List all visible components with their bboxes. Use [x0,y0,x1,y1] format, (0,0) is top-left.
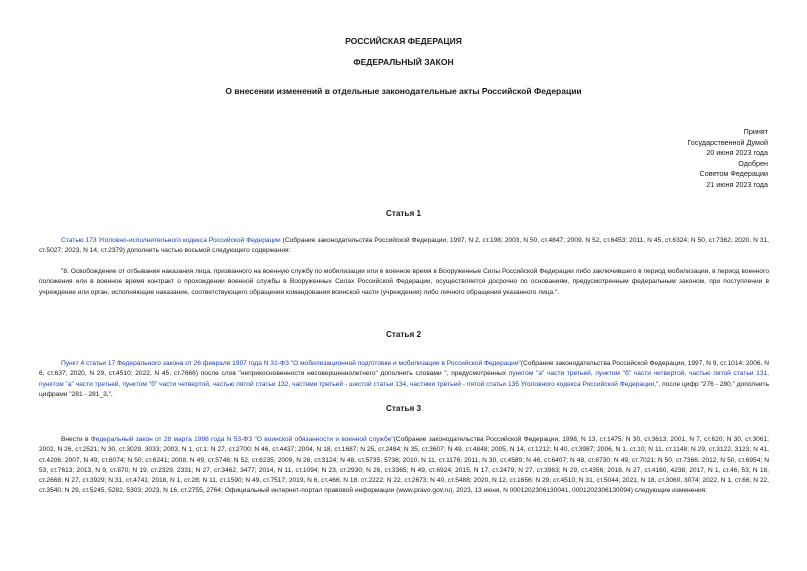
article-2-text-2: ,", после цифр "276 - 280," дополнить цифрами "281 - 281_3,". [39,380,770,398]
article-3-text-1: Внести в [61,436,91,443]
article-3-paragraph [39,435,769,497]
article-1-paragraph-1 [39,236,769,257]
adoption-line: 21 июня 2023 года [706,179,768,189]
article-1-quoted-text: "8. Освобождение от отбывания наказания лица, призванного на военную службу по мобилизации или в военное время в Вооруженные Силы Российской Федерации либо заключившего в период мобилизации, в период военного положения или в военное время контракт о прохождении военной службы в Вооруженных Силах Российской Федерации, осуществляется досрочно по основаниям, предусмотренным федеральным законом, при поступлении в учреждение или орган, исполняющие наказание, соответствующего обращения командования воинской части (учреждения) либо личного обращения указанного лица.". [39,268,769,296]
article-3-heading: Статья 3 [385,404,422,413]
article-2-criminal-code-link[interactable]: пунктом "а" части третьей, пунктом "б" части четвертой, частью пятой статьи 131, пунктом "а" части третьей, пунктом "б" части четвертой, частью пятой статьи 132, частями третьей - шестой статьи 134, частями третьей - пятой статьи 135 Уголовного кодекса Российской Федерации [39,370,769,388]
adoption-line: Государственной Думой [687,137,768,147]
article-1-heading: Статья 1 [385,209,422,218]
adoption-line: Одобрен [738,158,768,168]
article-3-text-2: (Собрание законодательства Российской Федерации, 1998, N 13, ст.1475; N 30, ст.3613; 2001, N 7, ст.620; N 30, ст.3061; 2002, N 26, ст.2521; N 30, ст.3029, 3033; 2003, N 1, ст.1; N 27, ст.2700; N 46, ст.4437; 2004, N 18, ст.1687; N 25, ст.2484; N 35, ст.3607; N 49, ст.4848; 2005, N 14, ст.1212; N 40, ст.3987; 2006, N 1, ст.10; N 11, ст.1148; N 29, ст.3122, 3123; N 41, ст.4206; 2007, N 49, ст.6074; N 50, ст.6241; 2008, N 49, ст.5746; N 52, ст.6235; 2009, N 26, ст.3124; N 48, ст.5735, 5736; 2010, N 11, ст.1176; 2011, N 30, ст.4589; N 46, ст.6407; N 48, ст.6730; N 49, ст.7021; N 50, ст.7366; 2012, N 50, ст.6954; N 53, ст.7613; 2013, N 9, ст.870; N 19, ст.2329, 2331; N 27, ст.3462, 3477; 2014, N 11, ст.1094; N 23, ст.2930; N 26, ст.3365; N 49, ст.6924; 2015, N 17, ст.2479; N 27, ст.3963; N 29, ст.4356; 2016, N 27, ст.4160, 4238; 2017, N 1, ст.46, 53; N 18, ст.2668; N 27, ст.3929; N 31, ст.4741; 2018, N 1, ст.28; N 11, ст.1590; N 49, ст.7517; 2019, N 6, ст.466; N 18, ст.2222; N 22, ст.2673; N 40, ст.5488; 2020, N 12, ст.1656; N 29, ст.4510; N 31, ст.5044; 2021, N 18, ст.3060, 3074; 2022, N 1, ст.66; N 22, ст.3540; N 29, ст.5245, 5282, 5303; 2023, N 16, ст.2755, 2764; Официальный интернет-портал правовой информации (www.pravo.gov.ru), 2023, 13 июня, N 0001202306130041, 0001202306130094) следующие изменения: [39,436,769,495]
adoption-line: 20 июня 2023 года [706,148,768,158]
article-2-paragraph [39,359,769,400]
article-2-text-1: (Собрание законодательства Российской Федерации, 1997, N 9, ст.1014; 2006, N 6, ст.637; 2020, N 29, ст.4510; 2022, N 45, ст.7666) после слов "неприкосновенности несовершеннолетнего" дополнить словами ", предусмотренных [39,360,769,378]
adoption-block [687,127,768,191]
law-title: О внесении изменений в отдельные законодательные акты Российской Федерации [225,86,582,96]
adoption-line: Принят [743,127,768,136]
article-3-law-link[interactable]: Федеральный закон от 28 марта 1998 года N 53-ФЗ "О воинской обязанности и военной службе" [90,436,394,443]
article-1-text: (Собрание законодательства Российской Федерации, 1997, N 2, ст.198; 2003, N 50, ст.4847; 2009, N 52, ст.6453; 2011, N 45, ст.6324; N 50, ст.7362; 2020, N 31, ст.5027; 2023, N 14, ст.2379) дополнить частью восьмой следующего содержания: [39,237,769,255]
article-1-paragraph-2 [39,267,769,298]
document-type-heading: ФЕДЕРАЛЬНЫЙ ЗАКОН [353,57,454,67]
country-heading: РОССИЙСКАЯ ФЕДЕРАЦИЯ [345,36,462,46]
adoption-line: Советом Федерации [699,169,768,179]
article-1-reference-link[interactable]: Статью 173 Уголовно-исполнительного кодекса Российской Федерации [61,237,281,244]
article-2-heading: Статья 2 [385,330,422,339]
article-2-law-link[interactable]: Пункт 4 статьи 17 Федерального закона от 26 февраля 1997 года N 31-ФЗ "О мобилизационной подготовке и мобилизации в Российской Федерации" [61,360,521,367]
